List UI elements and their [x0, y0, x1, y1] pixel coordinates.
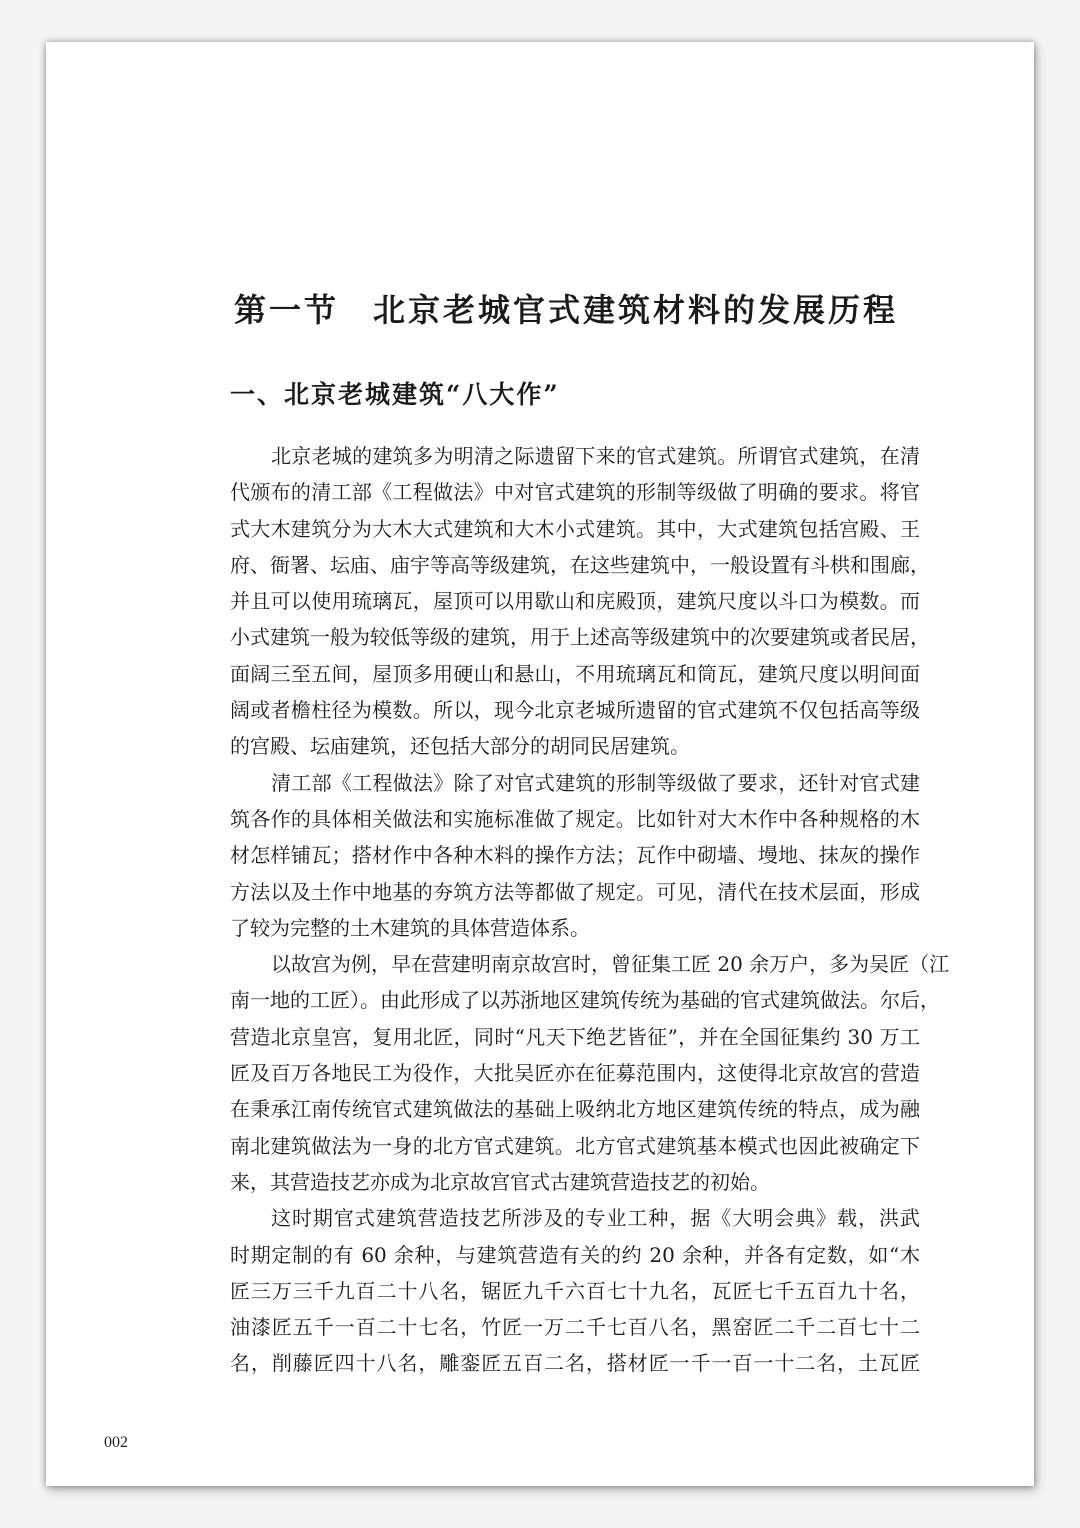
paragraph-1 [230, 438, 930, 765]
text-line: 清工部《工程做法》除了对官式建筑的形制等级做了要求，还针对官式建 [271, 770, 920, 795]
text-line: 了较为完整的土木建筑的具体营造体系。 [230, 915, 590, 940]
section-heading [234, 290, 934, 330]
text-line: 南一地的工匠）。由此形成了以苏浙地区建筑传统为基础的官式建筑做法。尔后， [230, 988, 940, 1013]
text-line: 来，其营造技艺亦成为北京故宫官式古建筑营造技艺的初始。 [230, 1169, 770, 1194]
section-title: 北京老城官式建筑材料的发展历程 [373, 291, 899, 329]
text-line: 油漆匠五千一百二十七名，竹匠一万二千七百八名，黑窑匠二千二百七十二 [230, 1315, 920, 1340]
text-line: 府、衙署、坛庙、庙宇等高等级建筑，在这些建筑中，一般设置有斗栱和围廊， [230, 552, 930, 577]
text-line: 方法以及土作中地基的夯筑方法等都做了规定。可见，清代在技术层面，形成 [230, 879, 920, 904]
text-line: 材怎样铺瓦；搭材作中各种木料的操作方法；瓦作中砌墙、墁地、抹灰的操作 [230, 843, 920, 868]
text-line: 在秉承江南传统官式建筑做法的基础上吸纳北方地区建筑传统的特点，成为融 [230, 1097, 920, 1122]
text-line: 并且可以使用琉璃瓦，屋顶可以用歇山和庑殿顶，建筑尺度以斗口为模数。而 [230, 589, 920, 614]
text-line: 北京老城的建筑多为明清之际遗留下来的官式建筑。所谓官式建筑，在清 [271, 444, 920, 468]
text-line: 的宫殿、坛庙建筑，还包括大部分的胡同民居建筑。 [230, 734, 690, 759]
subsection-heading: 一、北京老城建筑“八大作” [230, 380, 560, 409]
text-line: 阔或者檐柱径为模数。所以，现今北京老城所遗留的官式建筑不仅包括高等级 [230, 698, 920, 723]
text-line: 匠及百万各地民工为役作，大批吴匠亦在征募范围内，这使得北京故宫的营造 [230, 1061, 920, 1086]
book-page [46, 42, 1034, 1486]
text-line: 名，削藤匠四十八名，雕銮匠五百二名，搭材匠一千一百一十二名，土瓦匠 [230, 1351, 920, 1376]
paragraph-3 [230, 946, 950, 1200]
text-line: 代颁布的清工部《工程做法》中对官式建筑的形制等级做了明确的要求。将官 [230, 480, 920, 505]
text-line: 面阔三至五间，屋顶多用硬山和悬山，不用琉璃瓦和筒瓦，建筑尺度以明间面 [230, 661, 920, 686]
text-line: 以故宫为例，早在营建明南京故宫时，曾征集工匠 20 余万户，多为吴匠（江 [271, 952, 950, 977]
page-number: 002 [104, 1434, 128, 1451]
text-line: 时期定制的有 60 余种，与建筑营造有关的约 20 余种，并各有定数，如“木 [230, 1242, 920, 1267]
text-line: 南北建筑做法为一身的北方官式建筑。北方官式建筑基本模式也因此被确定下 [230, 1133, 920, 1158]
text-line: 小式建筑一般为较低等级的建筑，用于上述高等级建筑中的次要建筑或者民居， [230, 625, 930, 650]
section-label: 第一节 [234, 291, 340, 329]
body-text [230, 438, 950, 1382]
text-line: 式大木建筑分为大木大式建筑和大木小式建筑。其中，大式建筑包括宫殿、王 [230, 516, 920, 541]
text-line: 筑各作的具体相关做法和实施标准做了规定。比如针对大木作中各种规格的木 [230, 806, 920, 831]
text-line: 匠三万三千九百二十八名，锯匠九千六百七十九名，瓦匠七千五百九十名， [230, 1278, 920, 1303]
text-line: 营造北京皇宫，复用北匠，同时“凡天下绝艺皆征”，并在全国征集约 30 万工 [230, 1024, 920, 1049]
paragraph-4 [230, 1200, 920, 1381]
paragraph-2 [230, 765, 920, 946]
text-line: 这时期官式建筑营造技艺所涉及的专业工种，据《大明会典》载，洪武 [271, 1206, 920, 1231]
